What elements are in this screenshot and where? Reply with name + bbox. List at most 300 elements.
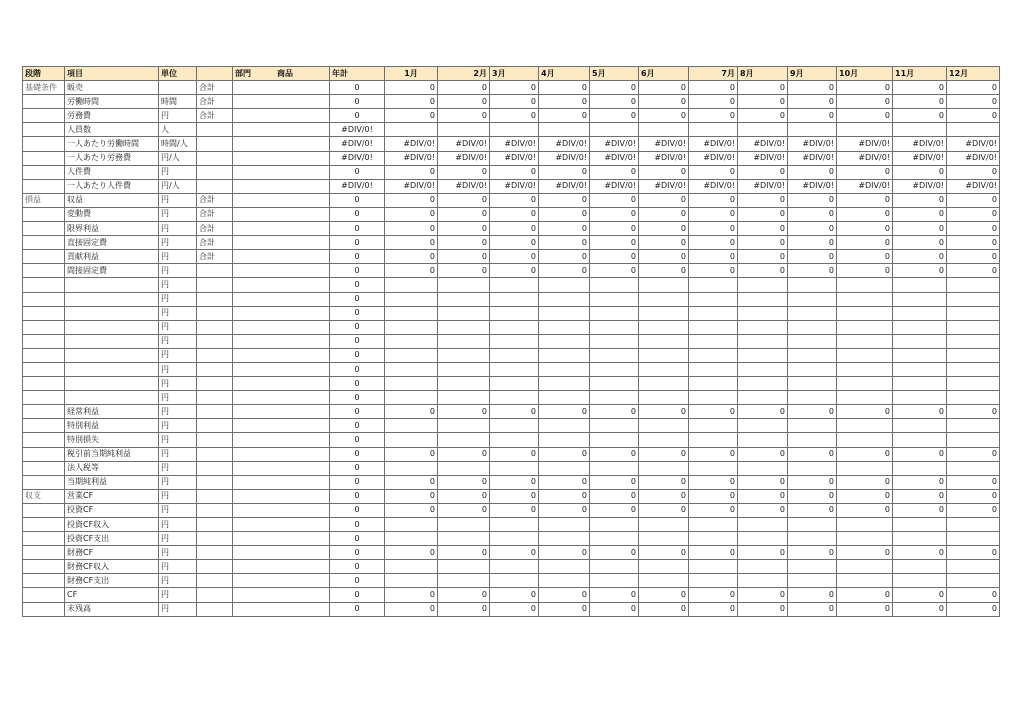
month-cell[interactable] xyxy=(738,320,788,334)
month-cell[interactable] xyxy=(947,334,1000,348)
month-cell[interactable] xyxy=(639,560,689,574)
month-cell[interactable] xyxy=(738,306,788,320)
month-cell[interactable] xyxy=(738,518,788,532)
item-cell[interactable]: 労務費 xyxy=(65,109,159,123)
month-cell[interactable] xyxy=(490,348,539,362)
unit-cell[interactable]: 時間/人 xyxy=(159,137,197,151)
total-cell[interactable]: 0 xyxy=(330,222,385,236)
month-cell[interactable] xyxy=(385,377,438,391)
month-cell[interactable]: 0 xyxy=(689,264,738,278)
month-cell[interactable]: 0 xyxy=(590,264,639,278)
month-cell[interactable] xyxy=(689,348,738,362)
month-cell[interactable]: 0 xyxy=(837,588,893,602)
month-cell[interactable] xyxy=(738,532,788,546)
month-cell[interactable]: 0 xyxy=(490,475,539,489)
item-cell[interactable]: 法人税等 xyxy=(65,461,159,475)
agg-cell[interactable] xyxy=(197,348,233,362)
month-cell[interactable] xyxy=(837,532,893,546)
month-cell[interactable]: 0 xyxy=(947,475,1000,489)
month-cell[interactable]: 0 xyxy=(490,588,539,602)
unit-cell[interactable]: 円 xyxy=(159,532,197,546)
month-cell[interactable] xyxy=(947,306,1000,320)
total-cell[interactable]: #DIV/0! xyxy=(330,151,385,165)
month-cell[interactable] xyxy=(639,377,689,391)
month-cell[interactable]: 0 xyxy=(689,207,738,221)
item-cell[interactable]: 当期純利益 xyxy=(65,475,159,489)
month-cell[interactable]: 0 xyxy=(947,109,1000,123)
month-cell[interactable]: 0 xyxy=(639,602,689,616)
month-cell[interactable]: 0 xyxy=(539,602,590,616)
dept-product-cell[interactable] xyxy=(233,574,330,588)
unit-cell[interactable]: 円 xyxy=(159,588,197,602)
month-cell[interactable]: 0 xyxy=(490,503,539,517)
month-cell[interactable]: #DIV/0! xyxy=(539,137,590,151)
month-cell[interactable]: 0 xyxy=(539,95,590,109)
month-cell[interactable]: 0 xyxy=(837,95,893,109)
month-cell[interactable]: 0 xyxy=(788,264,837,278)
item-cell[interactable]: 投資CF支出 xyxy=(65,532,159,546)
month-cell[interactable]: 0 xyxy=(438,236,490,250)
month-cell[interactable]: #DIV/0! xyxy=(738,137,788,151)
month-cell[interactable]: 0 xyxy=(590,503,639,517)
month-cell[interactable]: 0 xyxy=(385,236,438,250)
month-cell[interactable]: 0 xyxy=(689,588,738,602)
month-cell[interactable] xyxy=(947,377,1000,391)
total-cell[interactable]: 0 xyxy=(330,574,385,588)
dept-product-cell[interactable] xyxy=(233,222,330,236)
unit-cell[interactable]: 円 xyxy=(159,419,197,433)
month-cell[interactable] xyxy=(738,123,788,137)
month-cell[interactable] xyxy=(438,391,490,405)
month-cell[interactable]: 0 xyxy=(893,250,947,264)
dept-product-cell[interactable] xyxy=(233,278,330,292)
agg-cell[interactable] xyxy=(197,546,233,560)
month-cell[interactable]: 0 xyxy=(738,165,788,179)
month-cell[interactable] xyxy=(590,560,639,574)
agg-cell[interactable] xyxy=(197,320,233,334)
total-cell[interactable]: 0 xyxy=(330,532,385,546)
month-cell[interactable]: #DIV/0! xyxy=(590,137,639,151)
total-cell[interactable]: 0 xyxy=(330,207,385,221)
month-cell[interactable] xyxy=(893,348,947,362)
agg-cell[interactable] xyxy=(197,123,233,137)
month-cell[interactable]: 0 xyxy=(438,193,490,207)
stage-cell[interactable] xyxy=(23,419,65,433)
month-cell[interactable] xyxy=(689,306,738,320)
month-cell[interactable] xyxy=(590,574,639,588)
month-cell[interactable]: 0 xyxy=(738,109,788,123)
total-cell[interactable]: 0 xyxy=(330,334,385,348)
month-cell[interactable]: 0 xyxy=(639,222,689,236)
month-cell[interactable] xyxy=(490,334,539,348)
unit-cell[interactable]: 円 xyxy=(159,278,197,292)
month-cell[interactable]: 0 xyxy=(788,588,837,602)
month-cell[interactable] xyxy=(639,123,689,137)
month-cell[interactable]: 0 xyxy=(689,95,738,109)
month-cell[interactable]: 0 xyxy=(590,489,639,503)
month-cell[interactable]: #DIV/0! xyxy=(837,137,893,151)
month-cell[interactable] xyxy=(490,518,539,532)
month-cell[interactable] xyxy=(788,518,837,532)
month-cell[interactable]: 0 xyxy=(590,81,639,95)
month-cell[interactable] xyxy=(689,320,738,334)
total-cell[interactable]: 0 xyxy=(330,320,385,334)
month-cell[interactable] xyxy=(893,560,947,574)
dept-product-cell[interactable] xyxy=(233,405,330,419)
item-cell[interactable]: 特別損失 xyxy=(65,433,159,447)
month-cell[interactable]: 0 xyxy=(837,602,893,616)
total-cell[interactable]: 0 xyxy=(330,503,385,517)
item-cell[interactable] xyxy=(65,320,159,334)
month-cell[interactable] xyxy=(738,348,788,362)
unit-cell[interactable]: 時間 xyxy=(159,95,197,109)
month-cell[interactable]: 0 xyxy=(539,546,590,560)
month-cell[interactable]: 0 xyxy=(738,95,788,109)
month-cell[interactable]: 0 xyxy=(689,222,738,236)
agg-cell[interactable]: 合計 xyxy=(197,109,233,123)
month-cell[interactable] xyxy=(738,334,788,348)
unit-cell[interactable]: 円 xyxy=(159,489,197,503)
month-cell[interactable]: 0 xyxy=(947,165,1000,179)
agg-cell[interactable] xyxy=(197,503,233,517)
unit-cell[interactable]: 円 xyxy=(159,518,197,532)
month-cell[interactable] xyxy=(438,518,490,532)
month-cell[interactable] xyxy=(590,391,639,405)
item-cell[interactable]: 税引前当期純利益 xyxy=(65,447,159,461)
month-cell[interactable]: 0 xyxy=(490,447,539,461)
month-cell[interactable]: 0 xyxy=(639,250,689,264)
dept-product-cell[interactable] xyxy=(233,391,330,405)
agg-cell[interactable] xyxy=(197,151,233,165)
month-cell[interactable]: 0 xyxy=(893,475,947,489)
month-cell[interactable] xyxy=(490,306,539,320)
month-cell[interactable] xyxy=(788,362,837,376)
item-cell[interactable]: 特別利益 xyxy=(65,419,159,433)
month-cell[interactable] xyxy=(438,433,490,447)
month-cell[interactable]: 0 xyxy=(590,588,639,602)
month-cell[interactable] xyxy=(639,391,689,405)
agg-cell[interactable] xyxy=(197,137,233,151)
month-cell[interactable] xyxy=(385,362,438,376)
dept-product-cell[interactable] xyxy=(233,348,330,362)
month-cell[interactable] xyxy=(639,306,689,320)
total-cell[interactable]: 0 xyxy=(330,250,385,264)
dept-product-cell[interactable] xyxy=(233,489,330,503)
unit-cell[interactable]: 円 xyxy=(159,236,197,250)
month-cell[interactable] xyxy=(689,377,738,391)
month-cell[interactable] xyxy=(490,320,539,334)
month-cell[interactable] xyxy=(590,433,639,447)
month-cell[interactable]: #DIV/0! xyxy=(893,137,947,151)
month-cell[interactable]: 0 xyxy=(947,602,1000,616)
month-cell[interactable] xyxy=(385,518,438,532)
agg-cell[interactable] xyxy=(197,306,233,320)
month-cell[interactable]: 0 xyxy=(837,475,893,489)
month-cell[interactable]: 0 xyxy=(837,165,893,179)
item-cell[interactable]: 一人あたり人件費 xyxy=(65,179,159,193)
month-cell[interactable]: 0 xyxy=(590,236,639,250)
total-cell[interactable]: 0 xyxy=(330,278,385,292)
month-cell[interactable] xyxy=(385,419,438,433)
month-cell[interactable] xyxy=(539,532,590,546)
month-cell[interactable] xyxy=(590,292,639,306)
total-cell[interactable]: 0 xyxy=(330,109,385,123)
month-cell[interactable]: 0 xyxy=(788,602,837,616)
header-month[interactable]: 3月 xyxy=(490,67,539,81)
month-cell[interactable]: #DIV/0! xyxy=(837,179,893,193)
month-cell[interactable] xyxy=(689,560,738,574)
month-cell[interactable]: 0 xyxy=(490,546,539,560)
month-cell[interactable]: 0 xyxy=(490,602,539,616)
month-cell[interactable] xyxy=(385,433,438,447)
month-cell[interactable] xyxy=(385,461,438,475)
month-cell[interactable]: 0 xyxy=(539,489,590,503)
month-cell[interactable] xyxy=(689,362,738,376)
dept-product-cell[interactable] xyxy=(233,193,330,207)
month-cell[interactable] xyxy=(947,532,1000,546)
unit-cell[interactable]: 円 xyxy=(159,207,197,221)
header-month[interactable]: 8月 xyxy=(738,67,788,81)
item-cell[interactable]: 財務CF収入 xyxy=(65,560,159,574)
month-cell[interactable]: 0 xyxy=(539,236,590,250)
month-cell[interactable] xyxy=(490,362,539,376)
month-cell[interactable]: 0 xyxy=(738,405,788,419)
month-cell[interactable]: 0 xyxy=(738,602,788,616)
month-cell[interactable]: #DIV/0! xyxy=(689,151,738,165)
month-cell[interactable]: 0 xyxy=(385,193,438,207)
month-cell[interactable] xyxy=(947,278,1000,292)
item-cell[interactable] xyxy=(65,377,159,391)
item-cell[interactable] xyxy=(65,362,159,376)
agg-cell[interactable] xyxy=(197,588,233,602)
month-cell[interactable]: 0 xyxy=(837,264,893,278)
agg-cell[interactable] xyxy=(197,560,233,574)
item-cell[interactable]: 労働時間 xyxy=(65,95,159,109)
month-cell[interactable]: 0 xyxy=(438,109,490,123)
stage-cell[interactable] xyxy=(23,532,65,546)
month-cell[interactable]: #DIV/0! xyxy=(385,151,438,165)
total-cell[interactable]: 0 xyxy=(330,391,385,405)
month-cell[interactable]: 0 xyxy=(590,602,639,616)
total-cell[interactable]: 0 xyxy=(330,292,385,306)
unit-cell[interactable]: 円 xyxy=(159,334,197,348)
month-cell[interactable] xyxy=(590,419,639,433)
header-total[interactable]: 年計 xyxy=(330,67,385,81)
month-cell[interactable] xyxy=(385,292,438,306)
total-cell[interactable]: 0 xyxy=(330,588,385,602)
month-cell[interactable] xyxy=(490,532,539,546)
month-cell[interactable] xyxy=(837,461,893,475)
month-cell[interactable]: 0 xyxy=(639,264,689,278)
stage-cell[interactable] xyxy=(23,179,65,193)
month-cell[interactable]: 0 xyxy=(837,109,893,123)
month-cell[interactable]: 0 xyxy=(590,165,639,179)
month-cell[interactable] xyxy=(788,391,837,405)
month-cell[interactable] xyxy=(689,574,738,588)
month-cell[interactable]: 0 xyxy=(639,207,689,221)
stage-cell[interactable] xyxy=(23,405,65,419)
month-cell[interactable] xyxy=(539,377,590,391)
header-month[interactable]: 12月 xyxy=(947,67,1000,81)
month-cell[interactable] xyxy=(837,560,893,574)
month-cell[interactable] xyxy=(738,419,788,433)
header-unit[interactable]: 単位 xyxy=(159,67,197,81)
month-cell[interactable]: 0 xyxy=(947,503,1000,517)
stage-cell[interactable] xyxy=(23,278,65,292)
month-cell[interactable]: 0 xyxy=(385,165,438,179)
month-cell[interactable]: 0 xyxy=(385,264,438,278)
month-cell[interactable] xyxy=(689,532,738,546)
month-cell[interactable]: 0 xyxy=(837,546,893,560)
month-cell[interactable]: 0 xyxy=(947,588,1000,602)
month-cell[interactable]: #DIV/0! xyxy=(947,137,1000,151)
unit-cell[interactable]: 円 xyxy=(159,264,197,278)
unit-cell[interactable]: 円 xyxy=(159,306,197,320)
month-cell[interactable] xyxy=(893,320,947,334)
month-cell[interactable] xyxy=(689,391,738,405)
month-cell[interactable] xyxy=(947,362,1000,376)
month-cell[interactable] xyxy=(639,419,689,433)
month-cell[interactable] xyxy=(438,348,490,362)
item-cell[interactable]: 貢献利益 xyxy=(65,250,159,264)
month-cell[interactable] xyxy=(788,334,837,348)
item-cell[interactable]: 投資CF xyxy=(65,503,159,517)
month-cell[interactable] xyxy=(947,461,1000,475)
month-cell[interactable] xyxy=(837,391,893,405)
month-cell[interactable] xyxy=(590,377,639,391)
month-cell[interactable] xyxy=(893,574,947,588)
agg-cell[interactable] xyxy=(197,475,233,489)
month-cell[interactable]: 0 xyxy=(590,95,639,109)
month-cell[interactable]: 0 xyxy=(947,264,1000,278)
month-cell[interactable] xyxy=(788,560,837,574)
unit-cell[interactable]: 円 xyxy=(159,348,197,362)
month-cell[interactable] xyxy=(438,362,490,376)
agg-cell[interactable] xyxy=(197,489,233,503)
month-cell[interactable] xyxy=(639,461,689,475)
month-cell[interactable]: 0 xyxy=(438,546,490,560)
month-cell[interactable] xyxy=(788,306,837,320)
month-cell[interactable]: 0 xyxy=(738,193,788,207)
month-cell[interactable]: 0 xyxy=(490,207,539,221)
stage-cell[interactable] xyxy=(23,391,65,405)
total-cell[interactable]: 0 xyxy=(330,419,385,433)
month-cell[interactable] xyxy=(385,306,438,320)
month-cell[interactable] xyxy=(639,518,689,532)
stage-cell[interactable] xyxy=(23,447,65,461)
month-cell[interactable]: 0 xyxy=(639,236,689,250)
month-cell[interactable]: 0 xyxy=(590,475,639,489)
month-cell[interactable] xyxy=(738,574,788,588)
stage-cell[interactable] xyxy=(23,165,65,179)
month-cell[interactable] xyxy=(689,461,738,475)
month-cell[interactable] xyxy=(837,320,893,334)
month-cell[interactable]: 0 xyxy=(837,503,893,517)
header-month[interactable]: 2月 xyxy=(438,67,490,81)
month-cell[interactable] xyxy=(438,419,490,433)
stage-cell[interactable] xyxy=(23,207,65,221)
month-cell[interactable]: 0 xyxy=(947,207,1000,221)
month-cell[interactable] xyxy=(689,518,738,532)
item-cell[interactable]: 財務CF xyxy=(65,546,159,560)
month-cell[interactable]: #DIV/0! xyxy=(947,179,1000,193)
month-cell[interactable]: #DIV/0! xyxy=(590,151,639,165)
month-cell[interactable] xyxy=(539,306,590,320)
agg-cell[interactable] xyxy=(197,264,233,278)
dept-product-cell[interactable] xyxy=(233,123,330,137)
month-cell[interactable] xyxy=(837,574,893,588)
month-cell[interactable]: 0 xyxy=(438,447,490,461)
month-cell[interactable] xyxy=(689,292,738,306)
month-cell[interactable] xyxy=(590,461,639,475)
month-cell[interactable]: 0 xyxy=(590,193,639,207)
agg-cell[interactable]: 合計 xyxy=(197,222,233,236)
header-month[interactable]: 7月 xyxy=(689,67,738,81)
stage-cell[interactable] xyxy=(23,546,65,560)
stage-cell[interactable] xyxy=(23,602,65,616)
month-cell[interactable]: 0 xyxy=(689,250,738,264)
month-cell[interactable] xyxy=(539,334,590,348)
month-cell[interactable] xyxy=(837,419,893,433)
month-cell[interactable]: 0 xyxy=(947,489,1000,503)
month-cell[interactable]: #DIV/0! xyxy=(788,151,837,165)
month-cell[interactable]: 0 xyxy=(893,165,947,179)
agg-cell[interactable]: 合計 xyxy=(197,193,233,207)
month-cell[interactable]: 0 xyxy=(689,489,738,503)
month-cell[interactable]: #DIV/0! xyxy=(689,179,738,193)
month-cell[interactable] xyxy=(689,419,738,433)
agg-cell[interactable] xyxy=(197,377,233,391)
dept-product-cell[interactable] xyxy=(233,306,330,320)
item-cell[interactable]: 人員数 xyxy=(65,123,159,137)
month-cell[interactable] xyxy=(438,334,490,348)
month-cell[interactable]: 0 xyxy=(947,546,1000,560)
month-cell[interactable] xyxy=(539,362,590,376)
month-cell[interactable]: 0 xyxy=(639,109,689,123)
item-cell[interactable] xyxy=(65,334,159,348)
unit-cell[interactable]: 円/人 xyxy=(159,151,197,165)
total-cell[interactable]: 0 xyxy=(330,560,385,574)
unit-cell[interactable]: 円 xyxy=(159,503,197,517)
unit-cell[interactable]: 円 xyxy=(159,602,197,616)
total-cell[interactable]: 0 xyxy=(330,377,385,391)
month-cell[interactable]: 0 xyxy=(947,95,1000,109)
month-cell[interactable]: 0 xyxy=(639,447,689,461)
month-cell[interactable]: 0 xyxy=(837,81,893,95)
agg-cell[interactable] xyxy=(197,362,233,376)
month-cell[interactable]: 0 xyxy=(738,503,788,517)
month-cell[interactable] xyxy=(539,123,590,137)
month-cell[interactable]: 0 xyxy=(385,207,438,221)
month-cell[interactable]: 0 xyxy=(788,165,837,179)
item-cell[interactable]: 人件費 xyxy=(65,165,159,179)
month-cell[interactable] xyxy=(385,391,438,405)
month-cell[interactable] xyxy=(947,433,1000,447)
month-cell[interactable] xyxy=(590,348,639,362)
month-cell[interactable] xyxy=(539,518,590,532)
unit-cell[interactable]: 円 xyxy=(159,560,197,574)
month-cell[interactable]: 0 xyxy=(639,95,689,109)
month-cell[interactable]: 0 xyxy=(539,588,590,602)
month-cell[interactable] xyxy=(893,306,947,320)
agg-cell[interactable] xyxy=(197,419,233,433)
month-cell[interactable]: 0 xyxy=(788,250,837,264)
month-cell[interactable]: 0 xyxy=(893,503,947,517)
total-cell[interactable]: #DIV/0! xyxy=(330,179,385,193)
month-cell[interactable]: 0 xyxy=(947,447,1000,461)
month-cell[interactable] xyxy=(490,433,539,447)
item-cell[interactable]: 投資CF収入 xyxy=(65,518,159,532)
